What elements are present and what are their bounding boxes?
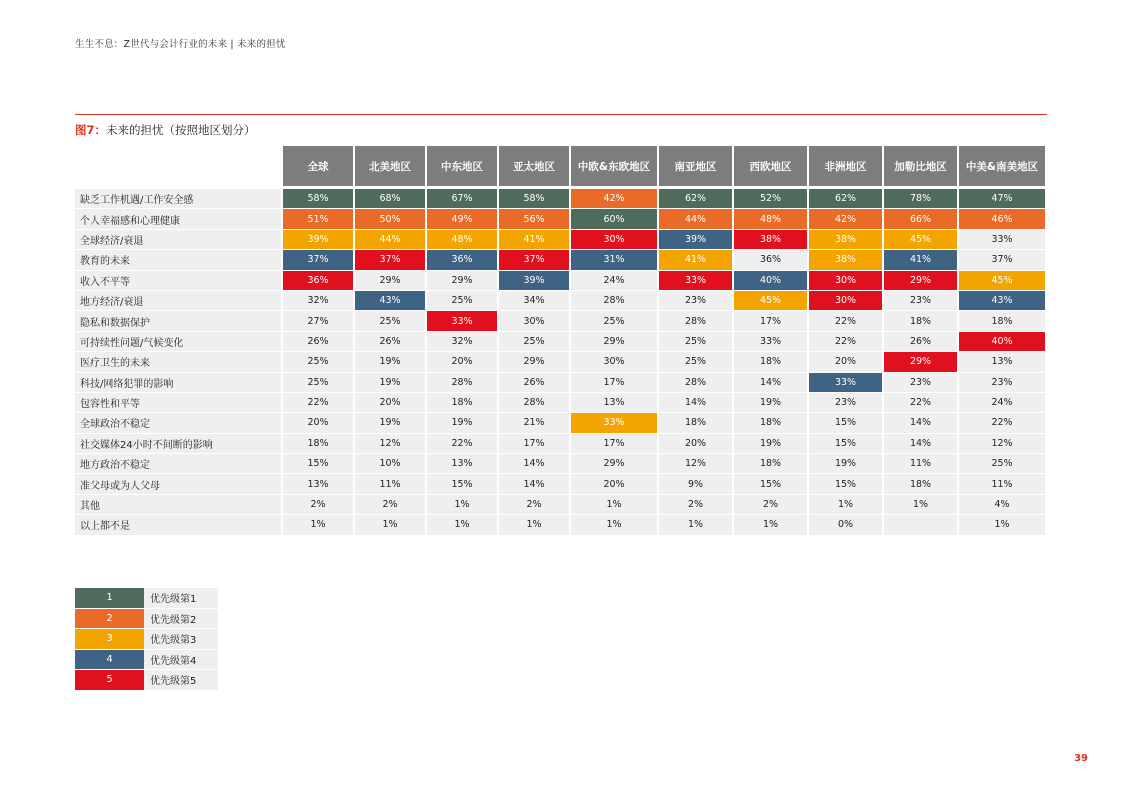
table-cell: 29% <box>571 454 657 474</box>
table-cell: 22% <box>809 311 882 331</box>
table-row <box>75 230 1045 250</box>
table-cell: 23% <box>959 373 1045 393</box>
table-row <box>75 454 1045 474</box>
table-cell: 33% <box>659 271 732 291</box>
row-label: 收入不平等 <box>75 271 281 291</box>
table-cell: 58% <box>283 186 353 209</box>
row-label: 地方经济/衰退 <box>75 291 281 311</box>
table-cell: 13% <box>571 393 657 413</box>
row-label: 地方政治不稳定 <box>75 454 281 474</box>
table-cell: 15% <box>427 474 497 494</box>
table-cell: 12% <box>355 434 425 454</box>
table-cell: 2% <box>734 495 807 515</box>
table-cell: 17% <box>499 434 569 454</box>
table-cell: 1% <box>571 495 657 515</box>
table-cell: 28% <box>659 311 732 331</box>
table-cell: 32% <box>427 332 497 352</box>
table-cell: 42% <box>571 186 657 209</box>
row-label: 其他 <box>75 495 281 515</box>
table-cell: 47% <box>959 186 1045 209</box>
table-cell: 20% <box>283 413 353 433</box>
table-row <box>75 474 1045 494</box>
table-cell: 29% <box>884 352 957 372</box>
table-body <box>75 186 1045 536</box>
table-cell: 22% <box>959 413 1045 433</box>
table-cell: 24% <box>571 271 657 291</box>
table-row <box>75 393 1045 413</box>
table-cell: 41% <box>659 250 732 270</box>
table-cell: 20% <box>355 393 425 413</box>
table-cell: 25% <box>499 332 569 352</box>
table-header-row <box>75 146 1045 186</box>
table-cell: 32% <box>283 291 353 311</box>
table-cell: 18% <box>659 413 732 433</box>
table-cell: 29% <box>884 271 957 291</box>
table-cell: 58% <box>499 186 569 209</box>
table-cell: 14% <box>884 413 957 433</box>
table-cell: 1% <box>959 515 1045 535</box>
table-cell: 37% <box>959 250 1045 270</box>
table-cell: 48% <box>427 230 497 250</box>
legend-item <box>75 670 218 690</box>
column-header: 中美&南美地区 <box>959 146 1045 186</box>
table-cell: 15% <box>734 474 807 494</box>
table-corner <box>75 146 281 186</box>
table-cell: 9% <box>659 474 732 494</box>
table-cell: 23% <box>809 393 882 413</box>
table-cell: 25% <box>283 373 353 393</box>
table-cell: 2% <box>499 495 569 515</box>
table-cell: 23% <box>884 291 957 311</box>
table-cell: 19% <box>355 373 425 393</box>
table-cell: 40% <box>734 271 807 291</box>
table-cell: 62% <box>659 186 732 209</box>
legend-label: 优先级第5 <box>144 670 218 690</box>
table-cell: 1% <box>734 515 807 535</box>
table-cell: 22% <box>809 332 882 352</box>
table-cell: 18% <box>427 393 497 413</box>
legend-swatch: 5 <box>75 670 144 690</box>
table-cell: 18% <box>283 434 353 454</box>
legend-label: 优先级第2 <box>144 609 218 629</box>
table-cell: 68% <box>355 186 425 209</box>
table-cell: 0% <box>809 515 882 535</box>
table-cell: 28% <box>571 291 657 311</box>
column-header: 全球 <box>283 146 353 186</box>
table-cell: 4% <box>959 495 1045 515</box>
column-header: 加勒比地区 <box>884 146 957 186</box>
priority-legend <box>75 587 218 691</box>
row-label: 准父母或为人父母 <box>75 474 281 494</box>
table-cell: 43% <box>959 291 1045 311</box>
row-label: 个人幸福感和心理健康 <box>75 209 281 229</box>
table-cell: 19% <box>355 352 425 372</box>
table-cell: 78% <box>884 186 957 209</box>
table-cell: 26% <box>499 373 569 393</box>
table-cell: 11% <box>355 474 425 494</box>
table-cell: 19% <box>734 393 807 413</box>
table-cell: 31% <box>571 250 657 270</box>
table-cell: 38% <box>809 230 882 250</box>
table-cell: 22% <box>283 393 353 413</box>
table-cell: 51% <box>283 209 353 229</box>
table-cell: 39% <box>499 271 569 291</box>
table-cell: 13% <box>283 474 353 494</box>
table-cell: 33% <box>734 332 807 352</box>
table-cell: 1% <box>499 515 569 535</box>
legend-label: 优先级第3 <box>144 629 218 649</box>
table-cell: 20% <box>427 352 497 372</box>
table-cell: 10% <box>355 454 425 474</box>
table-cell: 49% <box>427 209 497 229</box>
table-cell: 25% <box>355 311 425 331</box>
legend-swatch: 1 <box>75 588 144 608</box>
row-label: 教育的未来 <box>75 250 281 270</box>
table-cell: 1% <box>283 515 353 535</box>
legend-item <box>75 629 218 649</box>
table-cell: 37% <box>355 250 425 270</box>
row-label: 缺乏工作机遇/工作安全感 <box>75 186 281 209</box>
table-cell: 37% <box>283 250 353 270</box>
table-cell: 26% <box>355 332 425 352</box>
table-cell: 2% <box>283 495 353 515</box>
table-cell: 33% <box>427 311 497 331</box>
table-cell: 28% <box>427 373 497 393</box>
row-label: 全球经济/衰退 <box>75 230 281 250</box>
table-cell: 17% <box>571 434 657 454</box>
column-header: 西欧地区 <box>734 146 807 186</box>
table-cell: 17% <box>734 311 807 331</box>
row-label: 隐私和数据保护 <box>75 311 281 331</box>
table-row <box>75 434 1045 454</box>
table-row <box>75 495 1045 515</box>
table-row <box>75 271 1045 291</box>
table-row <box>75 311 1045 331</box>
table-cell: 33% <box>959 230 1045 250</box>
table-cell: 66% <box>884 209 957 229</box>
table-cell: 28% <box>499 393 569 413</box>
table-cell: 1% <box>571 515 657 535</box>
table-cell: 18% <box>734 352 807 372</box>
column-header: 南亚地区 <box>659 146 732 186</box>
table-cell: 19% <box>809 454 882 474</box>
legend-item <box>75 588 218 608</box>
row-label: 全球政治不稳定 <box>75 413 281 433</box>
table-cell: 2% <box>355 495 425 515</box>
table-cell: 14% <box>499 454 569 474</box>
table-cell: 46% <box>959 209 1045 229</box>
table-cell: 25% <box>571 311 657 331</box>
table-cell: 28% <box>659 373 732 393</box>
table-cell: 2% <box>659 495 732 515</box>
table-cell: 12% <box>659 454 732 474</box>
table-cell: 36% <box>427 250 497 270</box>
table-cell: 24% <box>959 393 1045 413</box>
table-cell: 37% <box>499 250 569 270</box>
table-cell: 1% <box>809 495 882 515</box>
table-cell: 18% <box>734 454 807 474</box>
table-row <box>75 413 1045 433</box>
table-cell: 18% <box>884 474 957 494</box>
table-cell: 50% <box>355 209 425 229</box>
table-cell: 22% <box>884 393 957 413</box>
table-row <box>75 352 1045 372</box>
table-cell: 30% <box>499 311 569 331</box>
table-cell: 18% <box>734 413 807 433</box>
table-row <box>75 250 1045 270</box>
table-cell: 11% <box>884 454 957 474</box>
table-cell: 1% <box>884 495 957 515</box>
table-cell: 45% <box>884 230 957 250</box>
column-header: 非洲地区 <box>809 146 882 186</box>
legend-item <box>75 609 218 629</box>
table-cell: 13% <box>427 454 497 474</box>
column-header: 中欧&东欧地区 <box>571 146 657 186</box>
table-cell: 19% <box>355 413 425 433</box>
table-cell: 30% <box>571 230 657 250</box>
table-cell: 22% <box>427 434 497 454</box>
table-cell: 29% <box>499 352 569 372</box>
header-divider <box>75 114 1047 115</box>
table-cell: 26% <box>283 332 353 352</box>
table-cell: 34% <box>499 291 569 311</box>
table-cell: 60% <box>571 209 657 229</box>
table-cell: 41% <box>499 230 569 250</box>
table-cell: 15% <box>809 413 882 433</box>
legend-swatch: 4 <box>75 650 144 670</box>
table-cell: 15% <box>809 434 882 454</box>
table-cell: 39% <box>283 230 353 250</box>
row-label: 科技/网络犯罪的影响 <box>75 373 281 393</box>
table-cell: 52% <box>734 186 807 209</box>
table-cell: 19% <box>734 434 807 454</box>
table-cell: 15% <box>283 454 353 474</box>
table-cell: 56% <box>499 209 569 229</box>
table-cell: 33% <box>571 413 657 433</box>
table-cell: 45% <box>959 271 1045 291</box>
table-cell: 23% <box>659 291 732 311</box>
table-cell: 38% <box>809 250 882 270</box>
row-label: 社交媒体24小时不间断的影响 <box>75 434 281 454</box>
table-cell: 25% <box>283 352 353 372</box>
table-row <box>75 209 1045 229</box>
table-cell: 44% <box>659 209 732 229</box>
table-cell: 14% <box>499 474 569 494</box>
table-cell: 1% <box>427 515 497 535</box>
concerns-table <box>73 146 1047 536</box>
table-cell: 36% <box>734 250 807 270</box>
table-cell: 30% <box>809 271 882 291</box>
column-header: 亚太地区 <box>499 146 569 186</box>
table-cell: 29% <box>427 271 497 291</box>
table-cell: 1% <box>355 515 425 535</box>
table-cell: 19% <box>427 413 497 433</box>
table-cell: 25% <box>659 332 732 352</box>
table-cell: 42% <box>809 209 882 229</box>
table-cell: 17% <box>571 373 657 393</box>
row-label: 包容性和平等 <box>75 393 281 413</box>
table-cell: 29% <box>571 332 657 352</box>
legend-label: 优先级第4 <box>144 650 218 670</box>
table-cell: 20% <box>571 474 657 494</box>
table-cell: 1% <box>427 495 497 515</box>
table-row <box>75 332 1045 352</box>
legend-body <box>75 588 218 690</box>
table-row <box>75 515 1045 535</box>
table-cell: 62% <box>809 186 882 209</box>
table-cell: 48% <box>734 209 807 229</box>
table-cell <box>884 515 957 535</box>
table-cell: 30% <box>571 352 657 372</box>
table-cell: 20% <box>659 434 732 454</box>
row-label: 医疗卫生的未来 <box>75 352 281 372</box>
table-cell: 15% <box>809 474 882 494</box>
table-cell: 44% <box>355 230 425 250</box>
table-cell: 25% <box>659 352 732 372</box>
row-label: 以上都不是 <box>75 515 281 535</box>
table-cell: 39% <box>659 230 732 250</box>
row-label: 可持续性问题/气候变化 <box>75 332 281 352</box>
table-cell: 40% <box>959 332 1045 352</box>
table-cell: 25% <box>427 291 497 311</box>
legend-swatch: 3 <box>75 629 144 649</box>
table-row <box>75 373 1045 393</box>
table-cell: 20% <box>809 352 882 372</box>
table-cell: 14% <box>884 434 957 454</box>
page-number: 39 <box>1074 753 1088 764</box>
table-cell: 33% <box>809 373 882 393</box>
table-cell: 11% <box>959 474 1045 494</box>
table-row <box>75 291 1045 311</box>
table-cell: 45% <box>734 291 807 311</box>
table-cell: 41% <box>884 250 957 270</box>
table-cell: 21% <box>499 413 569 433</box>
table-cell: 12% <box>959 434 1045 454</box>
figure-title <box>75 122 256 138</box>
table-cell: 38% <box>734 230 807 250</box>
table-cell: 18% <box>959 311 1045 331</box>
legend-swatch: 2 <box>75 609 144 629</box>
table-cell: 23% <box>884 373 957 393</box>
table-cell: 1% <box>659 515 732 535</box>
figure-number: 图7： <box>75 123 107 137</box>
table-cell: 30% <box>809 291 882 311</box>
table-cell: 25% <box>959 454 1045 474</box>
column-header: 北美地区 <box>355 146 425 186</box>
legend-label: 优先级第1 <box>144 588 218 608</box>
table-cell: 13% <box>959 352 1045 372</box>
legend-item <box>75 650 218 670</box>
table-cell: 26% <box>884 332 957 352</box>
figure-title-text: 未来的担忧（按照地区划分） <box>106 123 256 137</box>
column-header: 中东地区 <box>427 146 497 186</box>
table-cell: 14% <box>659 393 732 413</box>
table-cell: 29% <box>355 271 425 291</box>
table-cell: 67% <box>427 186 497 209</box>
table-cell: 14% <box>734 373 807 393</box>
running-header: 生生不息：Z世代与会计行业的未来 | 未来的担忧 <box>75 39 286 50</box>
table-cell: 27% <box>283 311 353 331</box>
table-cell: 36% <box>283 271 353 291</box>
table-cell: 18% <box>884 311 957 331</box>
table-cell: 43% <box>355 291 425 311</box>
table-row <box>75 186 1045 209</box>
